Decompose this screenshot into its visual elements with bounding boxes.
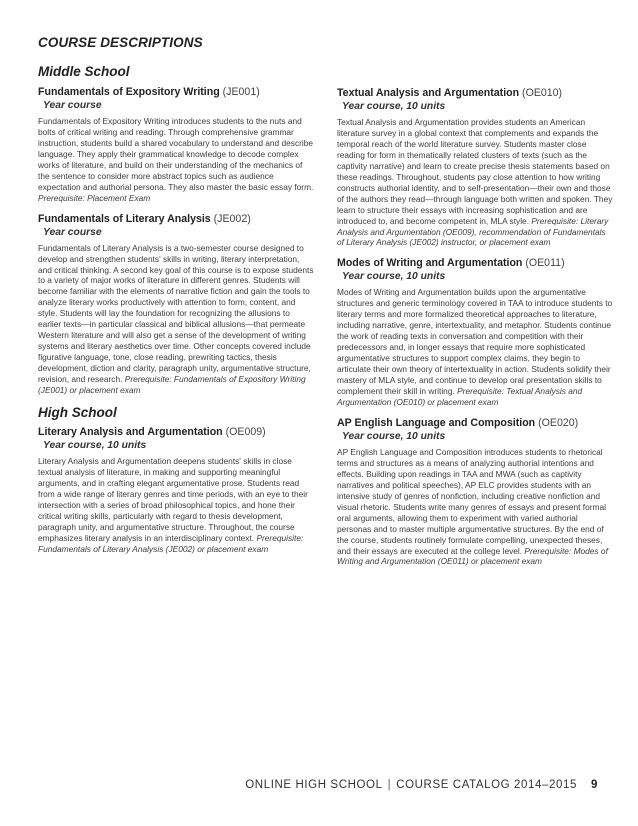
course-name: Literary Analysis and Argumentation <box>38 425 223 438</box>
course-meta: Year course, 10 units <box>342 101 446 112</box>
footer-separator: | <box>387 779 392 791</box>
description-text: Modes of Writing and Argumentation builds upon the argumentative structures and generic terminology covered in TAA to introduce students to literary terms and more formalized theoretical approaches to literature, including narrative, genre, intertextuality, and metaphor. Students continue the work of reading texts in conversation and competition with their predecessors and, in longer essays that require more sophisticated argumentative structures to support complex claims, they begin to articulate their own theory of intertextuality in action. Students solidify their mastery of MLA style, and continue to develop oral presentation skills to complement their skill in writing. <box>337 287 613 397</box>
course-meta: Year course, 10 units <box>342 430 446 442</box>
course-je002 <box>38 213 314 396</box>
prerequisite: Prerequisite: Modes of Writing and Argumentation (OE011) or placement exam <box>337 545 608 567</box>
course-code: (OE009) <box>225 425 266 438</box>
page-footer <box>245 779 598 791</box>
course-title <box>38 213 314 226</box>
course-title <box>337 257 614 270</box>
course-description <box>337 447 614 567</box>
course-oe011 <box>337 257 614 407</box>
course-oe010 <box>337 87 614 248</box>
course-description <box>38 456 314 555</box>
course-title <box>337 87 614 100</box>
course-je001 <box>38 86 314 204</box>
course-name: Fundamentals of Expository Writing <box>38 86 220 98</box>
prerequisite: Prerequisite: Fundamentals of Expository Writing (JE001) or placement exam <box>38 374 306 396</box>
footer-school-name: ONLINE HIGH SCHOOL <box>245 779 383 791</box>
course-meta: Year course <box>43 100 102 111</box>
course-code: (OE011) <box>525 257 565 270</box>
course-name: Fundamentals of Literary Analysis <box>38 212 211 225</box>
course-description <box>337 117 614 248</box>
left-column <box>38 64 314 564</box>
course-title <box>38 86 314 99</box>
description-text: Textual Analysis and Argumentation provides students an American literature survey in a global context that complements and expands the temporal reach of the world literature survey. Students master close reading for form in thematically related clusters of texts (such as the captivity narrative) and learn to create precise thesis statements based on these readings. Throughout, students pay close attention to how writing constructs authorial identity, and to self-presentation—their own and those of the authors they read—through language both written and spoken. They learn to structure their essays with increasing sophistication and are introduced to, and become competent in, MLA style. <box>337 117 613 226</box>
footer-catalog-name: COURSE CATALOG 2014–2015 <box>396 779 577 791</box>
course-oe009 <box>38 426 314 555</box>
course-name: Textual Analysis and Argumentation <box>337 87 520 99</box>
course-oe020 <box>337 417 614 567</box>
description-text: Fundamentals of Literary Analysis is a two-semester course designed to develop and strengthen students' skills in writing, literary interpretation, and critical thinking. A second key goal of this course is to expose students to a variety of major works of literature in different genres. Students will become familiar with the elements of narrative fiction and gain the tools to analyze literary works productively with attention to form, content, and style. Students will lay the foundation for recognizing the allusions to earlier texts—in particular classical and biblical allusions—that permeate Western literature and will also get a sense of the development of writing systems and literary aesthetics over time. Other concepts covered include figurative language, tone, close reading, prewriting tactics, thesis development, diction and clarity, paragraph unity, argumentative structure, revision, and research. <box>38 242 314 385</box>
prerequisite: Prerequisite: Placement Exam <box>38 192 151 203</box>
page-number: 9 <box>591 779 598 791</box>
course-title <box>38 426 314 439</box>
right-column <box>337 87 614 576</box>
high-school-heading: High School <box>38 404 117 420</box>
prerequisite: Prerequisite: Fundamentals of Literary Analysis (JE002) or placement exam <box>38 532 304 554</box>
prerequisite: Prerequisite: Textual Analysis and Argumentation (OE010) or placement exam <box>337 386 583 407</box>
description-text: Fundamentals of Expository Writing introduces students to the nuts and bolts of critical writing and reading. Through comprehensive grammar instruction, students build a shared vocabulary to understand and describe language. They apply their grammatical knowledge to decode complex works of literature, and build on their understanding of the mechanics of the sentence to consider more abstract topics such as audience expectation and authorial persona. They also master the basic essay form. <box>38 116 314 192</box>
course-code: (JE001) <box>222 86 260 98</box>
course-description <box>38 116 314 204</box>
prerequisite: Prerequisite: Literary Analysis and Argumentation (OE009), recommendation of Fundamentals of Literary Analysis (JE002) instructor, or placement exam <box>337 215 609 248</box>
course-name: Modes of Writing and Argumentation <box>337 257 523 270</box>
course-code: (OE020) <box>538 416 579 429</box>
description-text: Literary Analysis and Argumentation deepens students' skills in close textual analysis of literature, in making and supporting meaningful arguments, and in crafting elegant argumentative prose. Students read from a wide range of literary genres and time periods, with an eye to their intersection with a series of broad philosophical topics, and hone their critical writing skills, particularly with regard to thesis development, paragraph unity, and argumentative structure. Throughout, the course emphasizes literary analysis in an interdisciplinary context. <box>38 455 308 543</box>
course-description <box>38 243 314 396</box>
course-name: AP English Language and Composition <box>337 416 536 429</box>
middle-school-heading: Middle School <box>38 64 130 79</box>
page-heading: COURSE DESCRIPTIONS <box>38 35 203 50</box>
course-meta: Year course <box>43 226 102 238</box>
course-code: (JE002) <box>213 212 251 225</box>
course-meta: Year course, 10 units <box>43 439 147 451</box>
course-description <box>337 287 614 407</box>
description-text: AP English Language and Composition introduces students to rhetorical terms and structures as a means of analyzing authorial intentions and effects. Building upon readings in TAA and MWA (such as captivity narratives and political speeches), AP ELC provides students with an intensive study of genres of nonfiction, including creative nonfiction and visual rhetoric. Students write many genres of essays and present formal oral arguments, allowing them to experiment with varied authorial personas and to master multiple argumentative structures. By the end of the course, students routinely formulate compelling, unexpected theses, and their essays are executed at the college level. <box>337 446 606 556</box>
course-title <box>337 417 614 430</box>
course-code: (OE010) <box>522 87 563 99</box>
course-meta: Year course, 10 units <box>342 271 446 283</box>
